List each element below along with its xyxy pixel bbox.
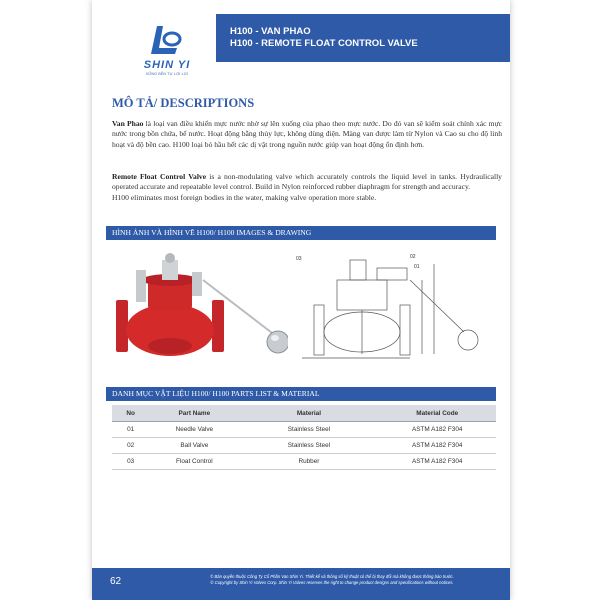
label-02: 02 (410, 254, 416, 260)
cell-part-name: Ball Valve (149, 438, 239, 454)
cell-material: Stainless Steel (239, 438, 378, 454)
images-band: HÌNH ẢNH VÀ HÌNH VẼ H100/ H100 IMAGES & DRAWING (106, 226, 496, 240)
vn-text: là loại van điều khiển mực nước nhờ sự lên xuống của phao theo mực nước. Do đó van sẽ kiểm soát chính xác mực nước trong bồn chứa, bể nước. Hoạt động bằng thủy lực, không dùng điện. Màng van được làm từ Nylon và Cao su cho độ linh hoạt và độ bền cao. H100 loại bỏ hầu hết các dị vật trong nguồn nước giúp van hoạt động ổn định hơn. (112, 119, 502, 149)
section-title: MÔ TẢ/ DESCRIPTIONS (112, 96, 255, 110)
cell-no: 02 (112, 438, 149, 454)
col-no: No (112, 405, 149, 422)
vn-lead: Van Phao (112, 119, 144, 128)
catalog-page (92, 0, 510, 600)
parts-header-row (112, 405, 496, 422)
title-vn: H100 - VAN PHAO (230, 26, 311, 37)
en-text-2: H100 eliminates most foreign bodies in the water, making valve operation more stable. (112, 192, 377, 202)
label-03: 03 (296, 256, 302, 262)
footer-band (92, 568, 510, 600)
logo-mark-icon (147, 22, 187, 58)
label-01: 01 (414, 264, 420, 270)
cell-material: Rubber (239, 454, 378, 470)
en-text: is a non-modulating valve which accurately controls the liquid level in tanks. Hydraulically operated accurate and repeatable level control. Build in Nylon reinforced rubber diaphragm for strength and accuracy. (112, 172, 502, 192)
cell-material-code: ASTM A182 F304 (378, 454, 496, 470)
logo-tagline: VỮNG BỀN TỰ LỢI LỢI (145, 72, 189, 76)
table-row (112, 438, 496, 454)
table-row (112, 454, 496, 470)
en-lead: Remote Float Control Valve (112, 172, 207, 181)
parts-table (112, 405, 496, 470)
cell-part-name: Needle Valve (149, 422, 239, 438)
col-part-name: Part Name (149, 405, 239, 422)
cell-part-name: Float Control (149, 454, 239, 470)
parts-band: DANH MỤC VẬT LIỆU H100/ H100 PARTS LIST & MATERIAL (106, 387, 496, 401)
copyright-en: © Copyright by Shin Yi Valves Corp. Shin Yi Valves reserves the right to change product designs and specifications without notices. (210, 580, 454, 585)
copyright (162, 574, 502, 586)
cell-material-code: ASTM A182 F304 (378, 422, 496, 438)
header-band (216, 14, 510, 62)
col-material: Material (239, 405, 378, 422)
cell-no: 03 (112, 454, 149, 470)
copyright-vn: © Bản quyền thuộc Công Ty Cổ Phần Van Shin Yi. Thiết kế và thông số kỹ thuật có thể bị thay đổi mà không được thông báo trước. (210, 574, 454, 579)
description-vn (112, 119, 502, 150)
cell-material: Stainless Steel (239, 422, 378, 438)
cell-material-code: ASTM A182 F304 (378, 438, 496, 454)
title-en: H100 - REMOTE FLOAT CONTROL VALVE (230, 38, 418, 49)
valve-drawing (292, 250, 497, 365)
logo-name: SHIN YI (143, 59, 191, 71)
col-material-code: Material Code (378, 405, 496, 422)
shin-yi-logo (132, 22, 202, 80)
valve-photo (108, 250, 288, 365)
page-number: 62 (110, 576, 122, 587)
description-en (112, 172, 502, 203)
cell-no: 01 (112, 422, 149, 438)
table-row (112, 422, 496, 438)
